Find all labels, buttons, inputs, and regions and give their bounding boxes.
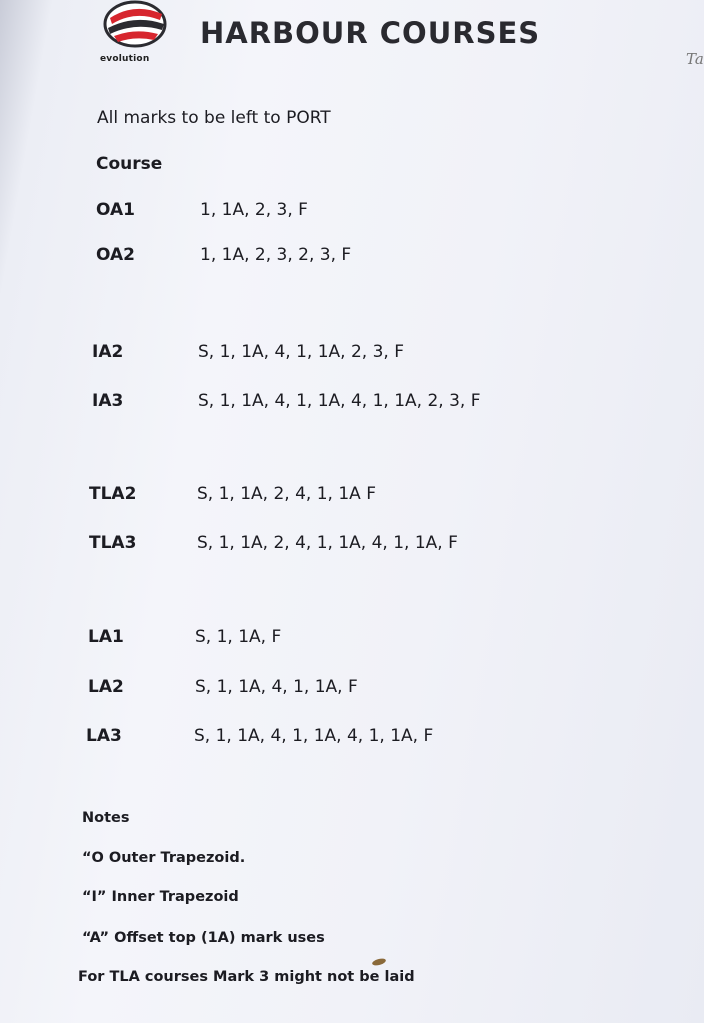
- evolution-logo-icon: [102, 0, 168, 48]
- course-code: LA3: [86, 726, 122, 746]
- course-code: TLA3: [89, 533, 137, 553]
- course-marks: S, 1, 1A, 4, 1, 1A, 4, 1, 1A, 2, 3, F: [198, 391, 481, 411]
- course-marks: S, 1, 1A, 4, 1, 1A, F: [195, 677, 358, 697]
- course-code: LA2: [88, 677, 124, 697]
- brand-name: evolution: [100, 54, 150, 64]
- course-marks: S, 1, 1A, 2, 4, 1, 1A F: [197, 484, 376, 504]
- instruction-text: All marks to be left to PORT: [97, 108, 331, 128]
- notes-heading: Notes: [82, 810, 130, 826]
- handwritten-note: Ta: [686, 50, 704, 68]
- page-title: HARBOUR COURSES: [200, 16, 541, 50]
- course-column-heading: Course: [96, 154, 163, 174]
- course-marks: S, 1, 1A, 4, 1, 1A, 4, 1, 1A, F: [194, 726, 434, 746]
- course-marks: 1, 1A, 2, 3, F: [200, 200, 308, 220]
- evolution-logo: [100, 0, 170, 66]
- course-code: TLA2: [89, 484, 137, 504]
- course-marks: 1, 1A, 2, 3, 2, 3, F: [200, 245, 352, 265]
- note-item: “A” Offset top (1A) mark uses: [82, 930, 325, 946]
- paper-speck: [371, 957, 386, 966]
- course-code: OA1: [96, 200, 135, 220]
- course-code: IA3: [92, 391, 124, 411]
- course-code: IA2: [92, 342, 124, 362]
- course-marks: S, 1, 1A, 4, 1, 1A, 2, 3, F: [198, 342, 405, 362]
- course-code: OA2: [96, 245, 135, 265]
- note-item: “I” Inner Trapezoid: [82, 889, 239, 905]
- course-marks: S, 1, 1A, 2, 4, 1, 1A, 4, 1, 1A, F: [197, 533, 458, 553]
- course-marks: S, 1, 1A, F: [195, 627, 282, 647]
- note-item: “O Outer Trapezoid.: [82, 850, 246, 866]
- note-item: For TLA courses Mark 3 might not be laid: [78, 969, 415, 985]
- course-code: LA1: [88, 627, 124, 647]
